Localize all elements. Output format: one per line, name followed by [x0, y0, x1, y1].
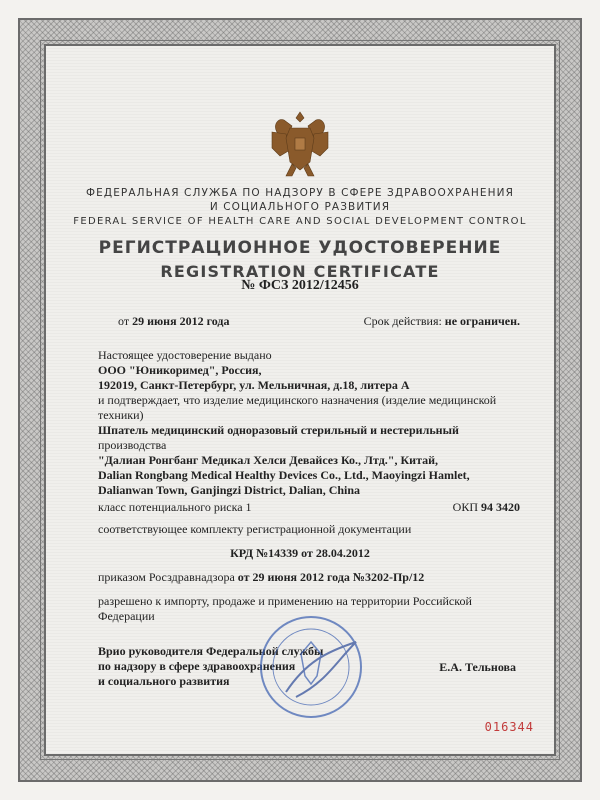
product-name: Шпатель медицинский одноразовый стерильный и нестерильный: [98, 423, 459, 437]
validity: [364, 314, 520, 329]
krd-number: КРД №14339 от 28.04.2012: [230, 546, 370, 560]
permission-line2: Федерации: [98, 609, 155, 623]
order-prefix: приказом Росздравнадзора: [98, 570, 235, 584]
company-address: 192019, Санкт-Петербург, ул. Мельничная, д.18, литера А: [98, 378, 410, 392]
manufacturer-ru: "Далиан Ронгбанг Медикал Хелси Девайсез Ко., Лтд.", Китай,: [98, 453, 439, 467]
issue-date: [118, 314, 229, 329]
issued-to-line: Настоящее удостоверение выдано: [98, 348, 272, 362]
issue-date-value: 29 июня 2012 года: [132, 314, 230, 328]
okp-value: 94 3420: [481, 500, 520, 514]
company-name: ООО "Юникоримед", Россия,: [98, 363, 262, 377]
okp-code: [453, 500, 520, 515]
okp-label: ОКП: [452, 500, 478, 514]
agency-ru-line2: И СОЦИАЛЬНОГО РАЗВИТИЯ: [209, 201, 391, 213]
title-ru: РЕГИСТРАЦИОННОЕ УДОСТОВЕРЕНИЕ: [98, 238, 502, 258]
signatory-line1: Врио руководителя Федеральной службы: [98, 644, 324, 658]
issue-date-prefix: от: [118, 314, 130, 328]
signatory-name: Е.А. Тельнова: [439, 660, 516, 674]
order-detail: от 29 июня 2012 года №3202-Пр/12: [237, 570, 425, 584]
agency-name-en: FEDERAL SERVICE OF HEALTH CARE AND SOCIAL DEVELOPMENT CONTROL: [73, 216, 527, 227]
agency-ru-line1: ФЕДЕРАЛЬНАЯ СЛУЖБА ПО НАДЗОРУ В СФЕРЕ ЗДРАВООХРАНЕНИЯ: [86, 187, 514, 199]
title-en: REGISTRATION CERTIFICATE: [160, 262, 440, 281]
double-headed-eagle-emblem-icon: [266, 102, 334, 182]
confirms-line2: техники): [98, 408, 144, 422]
risk-class: класс потенциального риска 1: [98, 500, 252, 514]
signatory-line2: по надзору в сфере здравоохранения: [98, 659, 296, 673]
official-seal-stamp-icon: [256, 612, 366, 722]
agency-name-ru: [60, 186, 540, 214]
serial-number: 016344: [484, 720, 534, 734]
documentation-line: соответствующее комплекту регистрационной документации: [98, 522, 412, 536]
product-production-line: производства: [98, 438, 167, 452]
signatory-line3: и социального развития: [98, 674, 230, 688]
confirms-line1: и подтверждает, что изделие медицинского назначения (изделие медицинской: [98, 393, 497, 407]
validity-value: не ограничен.: [444, 314, 520, 328]
manufacturer-en-line1: Dalian Rongbang Medical Healthy Devices Co., Ltd., Maoyingzi Hamlet,: [98, 468, 470, 482]
validity-label: Срок действия:: [363, 314, 442, 328]
certificate-content: [60, 60, 540, 740]
order-line: [98, 570, 424, 585]
manufacturer-en-line2: Dalianwan Town, Ganjingzi District, Dalian, China: [98, 483, 361, 497]
permission-line1: разрешено к импорту, продаже и применению на территории Российской: [98, 594, 472, 608]
certificate-body: [98, 348, 518, 498]
certificate-number: № ФСЗ 2012/12456: [241, 278, 359, 293]
